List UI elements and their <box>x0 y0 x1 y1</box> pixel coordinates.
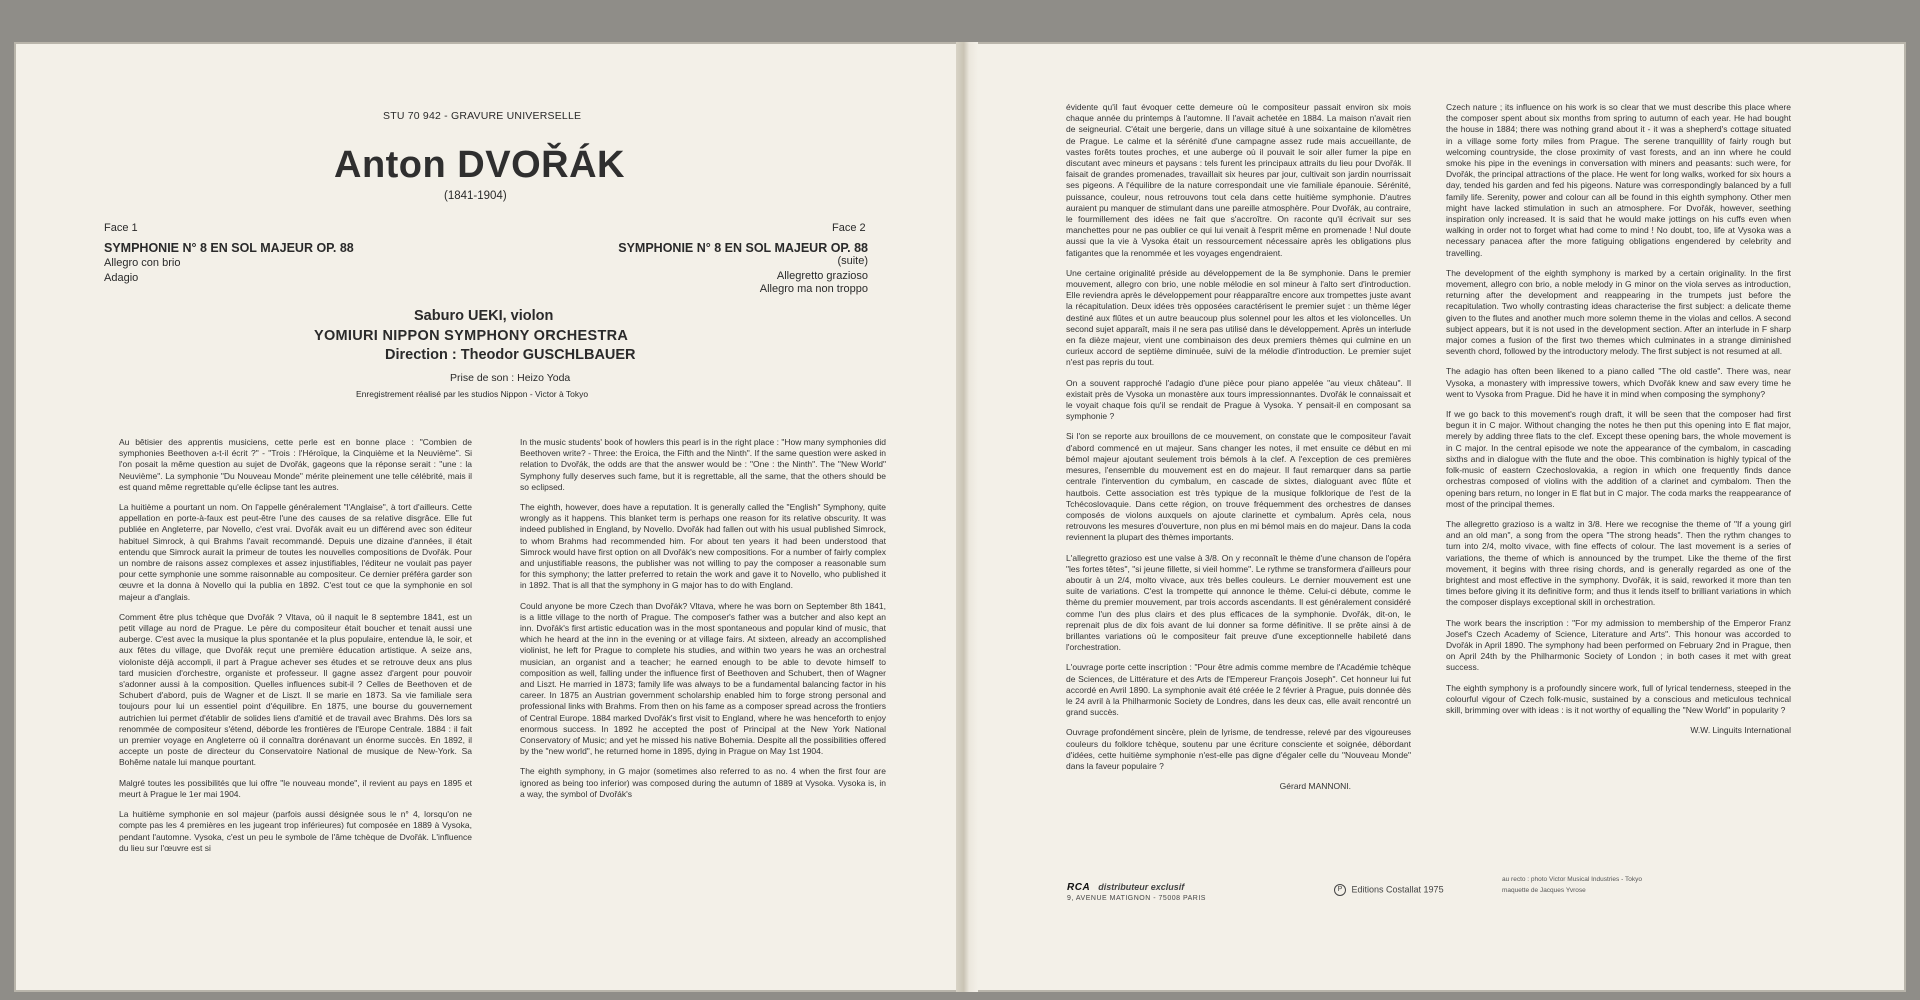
recording-studio-credit: Enregistrement réalisé par les studios Nippon - Victor à Tokyo <box>356 389 589 399</box>
soloist-credit: Saburo UEKI, violon <box>414 308 554 324</box>
orchestra-credit: YOMIURI NIPPON SYMPHONY ORCHESTRA <box>314 328 629 344</box>
notes-paragraph: L'ouvrage porte cette inscription : "Pour être admis comme membre de l'Académie tchèque de Sciences, de Littérature et des Arts de l'Empereur François Joseph". Cet honneur lui fut accordé en Avril 1890. La symphonie avait été créée le 2 février à Prague, puis donnée dès le 24 avril à la Philharmonic Society de Londres, dans les deux cas, elle avait rencontré un grand succès. <box>1066 662 1411 718</box>
catalog-number: STU 70 942 - GRAVURE UNIVERSELLE <box>383 110 582 122</box>
english-translation-credit: W.W. Linguits International <box>1690 725 1791 736</box>
circled-p-icon: P <box>1334 884 1346 896</box>
face2-movement-2: Allegro ma non troppo <box>759 283 868 295</box>
composer-name: Anton DVOŘÁK <box>334 144 625 186</box>
notes-paragraph: The eighth, however, does have a reputation. It is generally called the "English" Symphony, quite wrongly as it happens. This blanket term is perhaps one reason for its relative obscurity. It was indeed published in England, by Novello. Dvořák had fallen out with his usual published Simrock, to whom Brahms had recommended him. For about ten years it had been understood that Simrock would have first option on all Dvořák's new compositions. For a number of fairly complex and unjustifiable reasons, the publisher was not willing to pay the composer a reasonable sum for this symphony; the latter preferred to retain the work and gave it to Novello, who published it in 1892. That is all that the symphony in G major has to do with England. <box>520 502 886 591</box>
notes-paragraph: On a souvent rapproché l'adagio d'une pièce pour piano appelée "au vieux château". Il existait près de Vysoka un monastère aux tours impressionnantes. Dvořák le connaissait et le voyait chaque fois qu'il se rendait de Prague à Vysoka. Y pensait-il en composant sa symphonie ? <box>1066 377 1411 422</box>
notes-paragraph: The eighth symphony, in G major (sometimes also referred to as no. 4 when the first four are ignored as being too inferior) was composed during the autumn of 1889 at Vysoka. Vysoka is, in a way, the symbol of Dvořák's <box>520 766 886 799</box>
distributor-block <box>1067 882 1206 902</box>
design-credit: maquette de Jacques Yvrose <box>1502 887 1586 894</box>
face1-label: Face 1 <box>104 222 138 234</box>
face2-title: SYMPHONIE N° 8 EN SOL MAJEUR OP. 88 <box>618 241 868 255</box>
notes-paragraph: The adagio has often been likened to a piano called "The old castle". There was, near Vysoka, a monastery with impressive towers, which Dvořák knew and saw every time he went to Vysoka from Prague. Did he have it in mind when composing the symphony? <box>1446 366 1791 399</box>
notes-paragraph: If we go back to this movement's rough draft, it will be seen that the composer had first begun it in C major. Without changing the notes he then put this opening into E flat major, merely by adding three flats to the clef. Except these opening bars, the whole movement is in C major. In the central episode we note the appearance of the cymbalom, in cascading sixths and in dialogue with the flute and the oboe. This combination is highly typical of the folk-music of eastern Czechoslovakia, a region in which one frequently finds dance orchestras composed of violins with the addition of a clarinet and cymbalom. Then the opening bars return, no longer in E flat but in C major. The coda marks the reappearance of most of the principal themes. <box>1446 409 1791 509</box>
face2-movement-1: Allegretto grazioso <box>776 270 868 282</box>
notes-paragraph: Si l'on se reporte aux brouillons de ce mouvement, on constate que le compositeur l'avait d'abord commencé en ut majeur. Sans changer les notes, il met ensuite ce début en mi bémol majeur ajoutant seulement trois bémols à la clef. A l'exception de ces premières mesures, l'ensemble du mouvement est en do majeur. Il faut remarquer dans sa partie centrale l'intervention du cymbalum, en cascade de sixtes, dialoguant avec flûte et hautbois. Cette association est très typique de la musique folklorique de l'est de la Tchécoslovaquie. Dans cette région, on trouve fréquemment des orchestres de danses composés de violons auxquels on ajoute clarinette et cymbalum. Après cela, nous retrouvons les mesures d'ouverture, non plus en mi bémol mais en do majeur. Dans la coda reviennent la plupart des thèmes importants. <box>1066 431 1411 543</box>
publisher-block <box>1334 884 1444 896</box>
face1-title: SYMPHONIE N° 8 EN SOL MAJEUR OP. 88 <box>104 241 354 255</box>
french-notes-continued-column <box>1066 102 1411 801</box>
cover-credits <box>1502 874 1642 896</box>
notes-paragraph: Czech nature ; its influence on his work is so clear that we must describe this place where the composer spent about six months from spring to autumn of each year. He had bought the house in 1884; there was nothing grand about it - it was a shepherd's cottage situated in a village some forty miles from Prague. The serene tranquillity of fairly rough but welcoming countryside, the close proximity of vast forests, and an inn where he could smoke his pipe in the evenings in conversation with miners and peasants: such were, for Dvořák, the principal attractions of the place. He went for long walks, worked for six hours a day, tended his garden and fed his pigeons. Nature was correspondingly balanced by a full family life. Serenity, power and colour can all be found in this eighth symphony. Other men might have lacked stimulation in such an atmosphere. For Dvořák, however, seething inspiration only increased. It is said that he would make jottings on his cuffs even when walking in order not to forget what had come to mind ! No doubt, too, life at Vysoka was a necessary panacea after the more fatiguing obligations engendered by celebrity and travelling. <box>1446 102 1791 258</box>
notes-paragraph: Could anyone be more Czech than Dvořák? Vltava, where he was born on September 8th 1841, is a little village to the north of Prague. The composer's father was a butcher and also kept an inn. Dvořák's first artistic education was in the most spontaneous and popular kind of music, that which he heard at the inn in the evening or at village fairs. At sixteen, already an accomplished violinist, he left for Prague to complete his studies, and within two years he was an orchestral musician, an organist and a teacher; he earned enough to be able to devote himself to composition as well, falling under the influence first of Beethoven and Schubert, then of Wagner and Liszt. He married in 1873; family life was always to be a fundamental balancing factor in his career. In 1875 an Austrian government scholarship enabled him to forge strong personal and professional links with Brahms. From then on his fame as a composer spread across the frontiers of Central Europe. 1884 marked Dvořák's first visit to England, where he was henceforth to enjoy enormous success. In 1892 he accepted the post of Principal at the New York National Conservatory of Music; and yet he missed his native Bohemia. Despite all the possibilities offered by the "new world", he returned home in 1895, dying in Prague on May 1st 1904. <box>520 600 886 757</box>
notes-paragraph: The development of the eighth symphony is marked by a certain originality. In the first movement, allegro con brio, a noble melody in G minor on the viola serves as introduction, returning after the development and reappearing in the trumpets just before the recapitulation. Two wholly contrasting ideas characterise the first subject: a delicate theme given to the flutes and another much more solemn theme in the violas and cellos. A second subject appears, but it is not used in the development section. After an interlude in F sharp major comes a fusion of the first two themes which culminates in a strange diminished seventh chord, followed by the introductory melody. The first subject is not resumed at all. <box>1446 267 1791 357</box>
notes-paragraph: Une certaine originalité préside au développement de la 8e symphonie. Dans le premier mouvement, allegro con brio, une noble mélodie en sol mineur à l'alto sert d'introduction. Elle reviendra après le développement pour réapparaître encore aux trompettes juste avant la récapitulation. Deux idées très opposées caractérisent le premier sujet : un thème léger destiné aux flûtes et un autre beaucoup plus solennel pour les altos et les violoncelles. Un second sujet apparaît, mais il ne sera pas utilisé dans le développement. Après un interlude en fa dièze majeur, vient une combinaison des deux premiers thèmes qui culmine en un curieux accord de septième diminuée, suivi de la mélodie d'introduction. Le premier sujet n'est pas repris du tout. <box>1066 267 1411 368</box>
notes-paragraph: évidente qu'il faut évoquer cette demeure où le compositeur passait environ six mois chaque année du printemps à l'automne. Il l'avait achetée en 1884. La maison n'avait rien de seigneurial. C'était une bergerie, dans un village situé à une soixantaine de kilomètres de Prague. Le calme et la sérénité d'une campagne assez rude mais accueillante, de vastes forêts toutes proches, et une auberge où il pouvait le soir aller fumer la pipe en discutant avec mineurs et paysans : tels furent les principaux attraits du lieu pour Dvořák. Il faisait de grandes promenades, travaillait six heures par jour, cultivait son jardin nourrissait ses pigeons. A l'équilibre de la nature correspondait une vie familiale épanouie. Sérénité, puissance, couleur, nous retrouvons tout cela dans cette huitième symphonie. D'autres auraient pu manquer de stimulant dans une pareille atmosphère. Pour Dvořák, au contraire, le fourmillement des idées ne fait que s'accroître. On raconte qu'il écrivait sur ses manchettes pour ne pas oublier ce qui lui venait à l'esprit même en promenade ! Nul doute aussi que la vie à Vysoka était un ressourcement nécessaire après les obligations plus fatigantes que la renommée et les voyages engendraient. <box>1066 102 1411 258</box>
distributor-label: distributeur exclusif <box>1098 882 1185 892</box>
face1-movement-1: Allegro con brio <box>104 257 181 269</box>
notes-paragraph: The work bears the inscription : "For my admission to membership of the Emperor Franz Josef's Czech Academy of Science, Literature and Arts". This honour was accorded to Dvořák in April 1890. The symphony had been performed on February 2nd in Prague, then on April 24th by the Philharmonic Society of London ; in both cases it met with great success. <box>1446 617 1791 673</box>
english-notes-continued-column <box>1446 102 1791 745</box>
face1-movement-2: Adagio <box>104 272 139 284</box>
notes-paragraph: Au bêtisier des apprentis musiciens, cette perle est en bonne place : "Combien de symphonies Beethoven a-t-il écrit ?" - "Trois : l'Héroïque, la Cinquième et la Neuvième". Si l'on posait la même question au sujet de Dvořák, gageons que la réponse serait : "une : la Neuvième". La symphonie "Du Nouveau Monde" mérite pleinement une telle célébrité, mais il est quand même regrettable qu'elle éclipse tant les autres. <box>119 437 472 492</box>
cover-photo-credit: au recto : photo Victor Musical Industries - Tokyo <box>1502 876 1642 883</box>
face2-label: Face 2 <box>832 222 866 234</box>
sound-engineer-credit: Prise de son : Heizo Yoda <box>450 372 571 384</box>
notes-paragraph: L'allegretto grazioso est une valse à 3/8. On y reconnaît le thème d'une chanson de l'opéra "les fortes têtes", "si jeune fillette, si vieil homme". Le rythme se transformera d'ailleurs pour aboutir à un 2/4, molto vivace, aux très belles couleurs. Le dernier mouvement est une suite de variations. C'est la trompette qui annonce le thème. Celui-ci débute, comme le thème du premier mouvement, par trois accords ascendants. Il est généralement considéré comme l'un des plus clairs et des plus efficaces de la symphonie. Dvořák, dit-on, le reprenait plus de dix fois avant de lui donner sa forme définitive. Il se prête ainsi à de brillantes variations où le compositeur fait preuve d'une exceptionnelle habileté dans l'orchestration. <box>1066 552 1411 653</box>
album-gatefold <box>14 42 1906 992</box>
notes-paragraph: Ouvrage profondément sincère, plein de lyrisme, de tendresse, relevé par des vigoureuses couleurs du folklore tchèque, soutenu par une écriture consciente et soignée, débordant d'idées, cette huitième symphonie n'est-elle pas digne d'égaler celle du "Nouveau Monde" dans la faveur populaire ? <box>1066 727 1411 771</box>
publisher-copyright: Editions Costallat 1975 <box>1351 884 1444 895</box>
rca-logo: RCA <box>1067 882 1091 893</box>
distributor-address: 9, AVENUE MATIGNON - 75008 PARIS <box>1067 895 1206 902</box>
conductor-credit: Direction : Theodor GUSCHLBAUER <box>385 347 636 363</box>
french-notes-column <box>119 437 472 863</box>
right-panel <box>969 42 1906 992</box>
notes-paragraph: La huitième a pourtant un nom. On l'appelle généralement "l'Anglaise", à tort d'ailleurs. Cette appellation en porte-à-faux est peut-être l'une des causes de sa relative disgrâce. Elle fut publiée en Angleterre, par Novello, c'est vrai. Dvořák avait eu un différend avec son éditeur habituel Simrock, à qui Brahms l'avait recommandé. Depuis une dizaine d'années, il était entendu que Simrock aurait la primeur de toutes les nouvelles compositions de Dvořák. Pour un nombre de raisons assez complexes et assez injustifiables, l'éditeur ne voulait pas payer pour cette symphonie une somme raisonnable au compositeur. Ce dernier préféra garder son œuvre et la donna à Novello qui la publia en 1892. C'est tout ce que la symphonie en sol majeur a d'anglais. <box>119 502 472 602</box>
face2-suite: (suite) <box>837 255 868 267</box>
notes-paragraph: In the music students' book of howlers this pearl is in the right place : "How many symphonies did Beethoven write? - Three: the Eroica, the Fifth and the Ninth". If the same question were asked in relation to Dvořák, the odds are that the answer would be : "One : the Ninth". The "New World" Symphony fully deserves such fame, but it is regrettable, all the same, that the others should be so eclipsed. <box>520 437 886 492</box>
notes-paragraph: Malgré toutes les possibilités que lui offre "le nouveau monde", il revient au pays en 1895 et meurt à Prague le 1er mai 1904. <box>119 777 472 799</box>
english-notes-column <box>520 437 886 809</box>
left-panel <box>14 42 964 992</box>
notes-paragraph: The allegretto grazioso is a waltz in 3/8. Here we recognise the theme of "If a young girl and an old man", a song from the opera "The strong heads". Then the rythm changes to turn into 2/4, molto vivace, with fine effects of colour. The last movement is a series of variations, the theme of which is announced by the trumpet. Like the theme of the first movement, it begins with three rising chords, and is generally regarded as one of the brightest and most effective in the symphony. Dvořák, it is said, reworked it more than ten times before giving it its definitive form; and thus it lends itself to brilliant variations in which the composer displays exceptional skill in orchestration. <box>1446 518 1791 608</box>
notes-paragraph: La huitième symphonie en sol majeur (parfois aussi désignée sous le n° 4, lorsqu'on ne compte pas les 4 premières en les jugeant trop inférieures) fut composée en 1889 à Vysoka, pendant l'automne. Vysoka, c'est un peu le symbole de l'âme tchèque de Dvořák. L'influence du lieu sur l'œuvre est si <box>119 809 472 853</box>
notes-paragraph: Comment être plus tchèque que Dvořák ? Vltava, où il naquit le 8 septembre 1841, est un petit village au nord de Prague. Le père du compositeur était boucher et tenait aussi une auberge. C'est avec la musique la plus spontanée et la plus populaire, entendue là, le soir, et aux fêtes du village, que Dvořák reçut une première éducation artistique. A seize ans, violoniste déjà accompli, il part à Prague achever ses études et se retrouve deux ans plus tard musicien d'orchestre, organiste et professeur. Il gagne assez d'argent pour pouvoir s'adonner aussi à la composition. Quelles influences subit-il ? Celles de Beethoven et de Schubert d'abord, puis de Wagner et de Liszt. Il se marie en 1873. Sa vie familiale sera toujours pour lui un essentiel point d'équilibre. En 1875, une bourse du gouvernement autrichien lui permet d'établir de solides liens d'amitié et de travail avec Brahms. Dès lors sa renommée de compositeur s'étend, déborde les frontières de l'Europe Centrale. 1884 : il fait un premier voyage en Angleterre où il connaîtra dorénavant un énorme succès. En 1892, il accepte un poste de directeur du Conservatoire National de musique de New-York. Sa Bohême natale lui manque pourtant. <box>119 611 472 768</box>
composer-dates: (1841-1904) <box>444 190 507 202</box>
french-notes-author: Gérard MANNONI. <box>1279 781 1351 792</box>
notes-paragraph: The eighth symphony is a profoundly sincere work, full of lyrical tenderness, steeped in the colourful vigour of Czech folk-music, sustained by a conscious and meticulous technical skill, brimming over with ideas : is it not worthy of equalling the "New World" in popularity ? <box>1446 682 1791 715</box>
